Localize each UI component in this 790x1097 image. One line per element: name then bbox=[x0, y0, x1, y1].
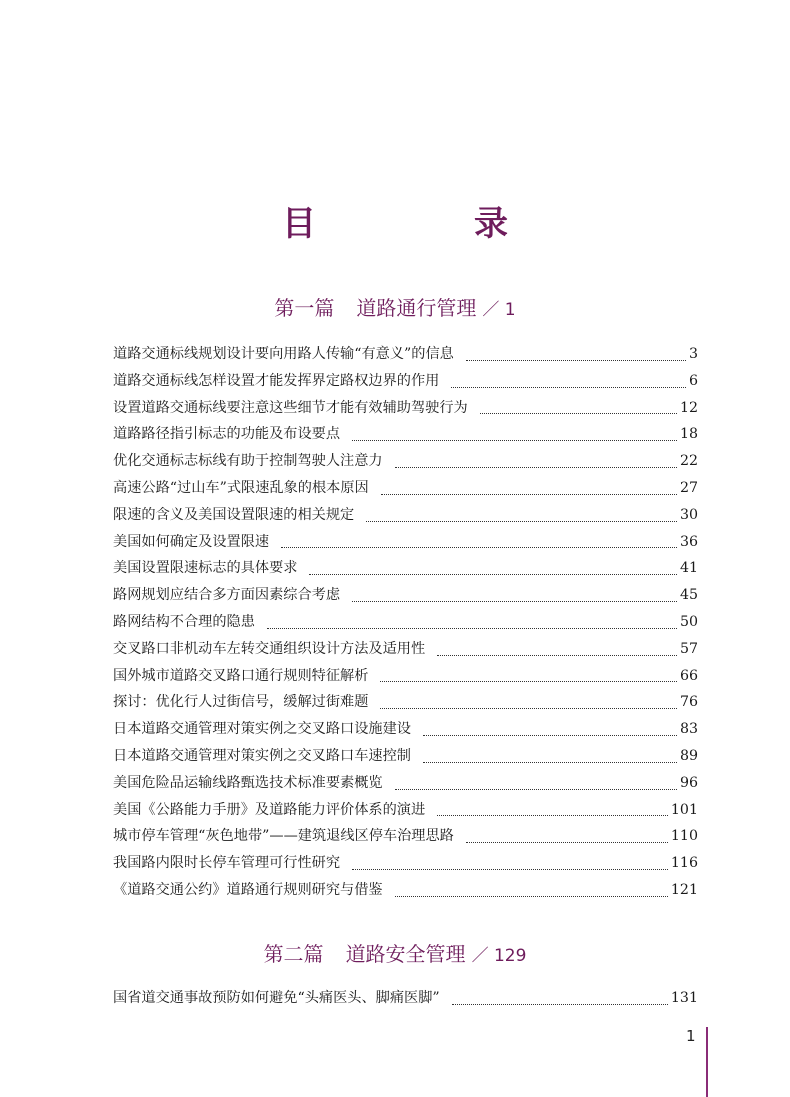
toc-entry[interactable] bbox=[113, 743, 698, 770]
toc-entry-title: 美国《公路能力手册》及道路能力评价体系的演进 bbox=[113, 801, 426, 818]
leader-dots bbox=[423, 725, 677, 736]
toc-entry-page: 66 bbox=[679, 667, 698, 684]
toc-entry-page: 121 bbox=[670, 881, 698, 898]
toc-entry-title: 城市停车管理“灰色地带”——建筑退线区停车治理思路 bbox=[113, 828, 454, 845]
side-rule bbox=[706, 1027, 708, 1097]
toc-entry-page: 131 bbox=[670, 990, 698, 1006]
toc-entry[interactable] bbox=[113, 797, 698, 824]
toc-entry-title: 美国危险品运输线路甄选技术标准要素概览 bbox=[113, 774, 383, 791]
toc-entry-page: 83 bbox=[679, 721, 698, 738]
toc-entry[interactable] bbox=[113, 421, 698, 448]
toc-entry-page: 41 bbox=[679, 560, 698, 577]
leader-dots bbox=[352, 591, 677, 602]
toc-entry-page: 101 bbox=[670, 801, 698, 818]
toc-entry[interactable] bbox=[113, 368, 698, 395]
toc-entry-title: 国外城市道路交叉路口通行规则特征解析 bbox=[113, 667, 369, 684]
toc-entry[interactable] bbox=[113, 555, 698, 582]
page-title: 目 录 bbox=[282, 204, 570, 244]
toc-entry-page: 96 bbox=[679, 774, 698, 791]
toc-entry-title: 路网结构不合理的隐患 bbox=[113, 613, 255, 630]
leader-dots bbox=[352, 430, 677, 441]
leader-dots bbox=[381, 484, 677, 495]
leader-dots bbox=[281, 537, 677, 548]
leader-dots bbox=[380, 671, 677, 682]
part-heading-1[interactable] bbox=[0, 292, 790, 321]
leader-dots bbox=[267, 618, 677, 629]
toc-entry[interactable] bbox=[113, 877, 698, 904]
leader-dots bbox=[309, 564, 676, 575]
leader-dots bbox=[466, 350, 686, 361]
leader-dots bbox=[395, 457, 677, 468]
part-page: ／ 129 bbox=[471, 946, 527, 966]
toc-entry-title: 我国路内限时长停车管理可行性研究 bbox=[113, 855, 341, 872]
leader-dots bbox=[437, 645, 677, 656]
toc-entry[interactable] bbox=[113, 529, 698, 556]
toc-entry-title: 路网规划应结合多方面因素综合考虑 bbox=[113, 587, 341, 604]
toc-entry-page: 76 bbox=[679, 694, 698, 711]
leader-dots bbox=[380, 698, 677, 709]
toc-entry-page: 110 bbox=[670, 828, 698, 845]
toc-entry-page: 30 bbox=[679, 506, 698, 523]
toc-entry-title: 美国如何确定及设置限速 bbox=[113, 533, 270, 550]
toc-entry[interactable] bbox=[113, 850, 698, 877]
toc-entry[interactable] bbox=[113, 823, 698, 850]
toc-entry[interactable] bbox=[113, 582, 698, 609]
toc-entry[interactable] bbox=[113, 502, 698, 529]
toc-entry-title: 道路路径指引标志的功能及布设要点 bbox=[113, 426, 341, 443]
part-name: 道路安全管理 bbox=[345, 942, 466, 966]
toc-entry-page: 18 bbox=[679, 426, 698, 443]
toc-entry[interactable] bbox=[113, 448, 698, 475]
toc-entry[interactable] bbox=[113, 716, 698, 743]
toc-entry-title: 限速的含义及美国设置限速的相关规定 bbox=[113, 506, 355, 523]
toc-entry-page: 36 bbox=[679, 533, 698, 550]
toc-entry[interactable] bbox=[113, 609, 698, 636]
leader-dots bbox=[480, 403, 677, 414]
toc-list-part-1 bbox=[113, 341, 698, 904]
toc-entry-page: 6 bbox=[688, 372, 698, 389]
toc-entry-page: 89 bbox=[679, 747, 698, 764]
toc-entry-title: 探讨：优化行人过街信号，缓解过街难题 bbox=[113, 694, 369, 711]
leader-dots bbox=[395, 779, 677, 790]
toc-list-part-2 bbox=[113, 985, 698, 1012]
toc-entry[interactable] bbox=[113, 689, 698, 716]
part-page: ／ 1 bbox=[482, 300, 516, 320]
toc-entry-page: 45 bbox=[679, 587, 698, 604]
toc-entry-title: 设置道路交通标线要注意这些细节才能有效辅助驾驶行为 bbox=[113, 399, 468, 416]
part-name: 道路通行管理 bbox=[356, 296, 477, 320]
toc-entry-title: 国省道交通事故预防如何避免“头痛医头、脚痛医脚” bbox=[113, 990, 440, 1006]
leader-dots bbox=[352, 859, 668, 870]
toc-entry-page: 116 bbox=[670, 855, 698, 872]
toc-entry[interactable] bbox=[113, 636, 698, 663]
leader-dots bbox=[451, 377, 686, 388]
toc-entry-title: 优化交通标志标线有助于控制驾驶人注意力 bbox=[113, 453, 383, 470]
toc-entry-page: 27 bbox=[679, 479, 698, 496]
leader-dots bbox=[437, 805, 668, 816]
leader-dots bbox=[423, 752, 677, 763]
leader-dots bbox=[466, 832, 668, 843]
toc-entry[interactable] bbox=[113, 395, 698, 422]
toc-entry[interactable] bbox=[113, 663, 698, 690]
page-number: 1 bbox=[686, 1027, 696, 1045]
part-label: 第二篇 bbox=[263, 942, 324, 966]
toc-entry-title: 日本道路交通管理对策实例之交叉路口车速控制 bbox=[113, 747, 411, 764]
toc-entry[interactable] bbox=[113, 475, 698, 502]
part-label: 第一篇 bbox=[274, 296, 335, 320]
leader-dots bbox=[366, 511, 677, 522]
toc-entry[interactable] bbox=[113, 770, 698, 797]
toc-entry-title: 道路交通标线规划设计要向用路人传输“有意义”的信息 bbox=[113, 346, 454, 362]
leader-dots bbox=[452, 994, 668, 1005]
toc-entry-title: 高速公路“过山车”式限速乱象的根本原因 bbox=[113, 479, 369, 496]
toc-entry-page: 57 bbox=[679, 640, 698, 657]
toc-entry[interactable] bbox=[113, 985, 698, 1012]
toc-entry-title: 美国设置限速标志的具体要求 bbox=[113, 560, 298, 577]
toc-entry[interactable] bbox=[113, 341, 698, 368]
toc-entry-title: 《道路交通公约》道路通行规则研究与借鉴 bbox=[113, 881, 383, 898]
leader-dots bbox=[395, 886, 668, 897]
toc-entry-title: 日本道路交通管理对策实例之交叉路口设施建设 bbox=[113, 721, 411, 738]
toc-entry-page: 22 bbox=[679, 453, 698, 470]
toc-entry-title: 道路交通标线怎样设置才能发挥界定路权边界的作用 bbox=[113, 372, 440, 389]
toc-entry-page: 3 bbox=[688, 346, 698, 362]
toc-entry-page: 12 bbox=[679, 399, 698, 416]
part-heading-2[interactable] bbox=[0, 938, 790, 967]
toc-entry-title: 交叉路口非机动车左转交通组织设计方法及适用性 bbox=[113, 640, 426, 657]
toc-entry-page: 50 bbox=[679, 613, 698, 630]
